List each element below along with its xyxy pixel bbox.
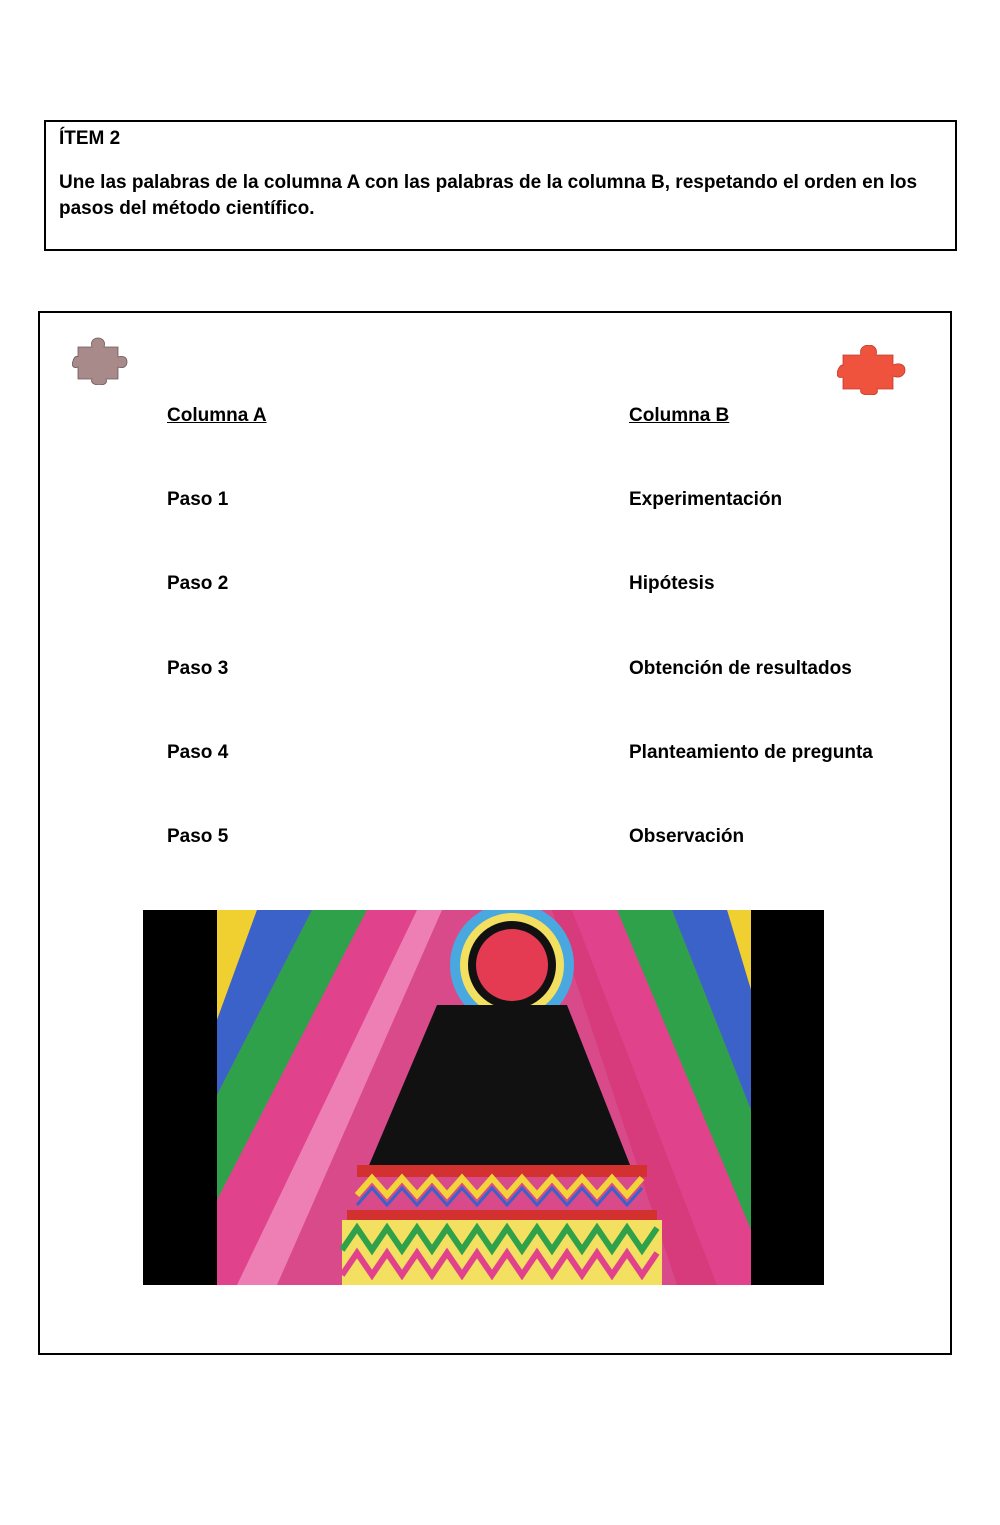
- column-a-heading: Columna A: [167, 405, 267, 426]
- column-a-item[interactable]: Paso 1: [167, 489, 229, 510]
- column-b-item[interactable]: Observación: [629, 826, 745, 847]
- item-instruction: Une las palabras de la columna A con las palabras de la columna B, respetando el orden en los pasos del método científico.: [59, 172, 918, 219]
- column-a-item[interactable]: Paso 5: [167, 826, 229, 847]
- column-b-item[interactable]: Experimentación: [629, 489, 783, 510]
- column-b-heading: Columna B: [629, 405, 730, 426]
- column-a-item[interactable]: Paso 4: [167, 742, 229, 763]
- column-b-item[interactable]: Hipótesis: [629, 573, 715, 594]
- painting-image: [143, 910, 824, 1285]
- column-b-item[interactable]: Planteamiento de pregunta: [629, 742, 873, 763]
- item-title: ÍTEM 2: [59, 128, 121, 149]
- painting-illustration: [217, 910, 751, 1285]
- column-a-item[interactable]: Paso 2: [167, 573, 229, 594]
- column-b-item[interactable]: Obtención de resultados: [629, 658, 852, 679]
- puzzle-piece-icon: [72, 337, 134, 390]
- matching-panel: [38, 311, 952, 1355]
- puzzle-piece-icon: [837, 345, 911, 400]
- item-box: [44, 120, 957, 251]
- column-a-item[interactable]: Paso 3: [167, 658, 229, 679]
